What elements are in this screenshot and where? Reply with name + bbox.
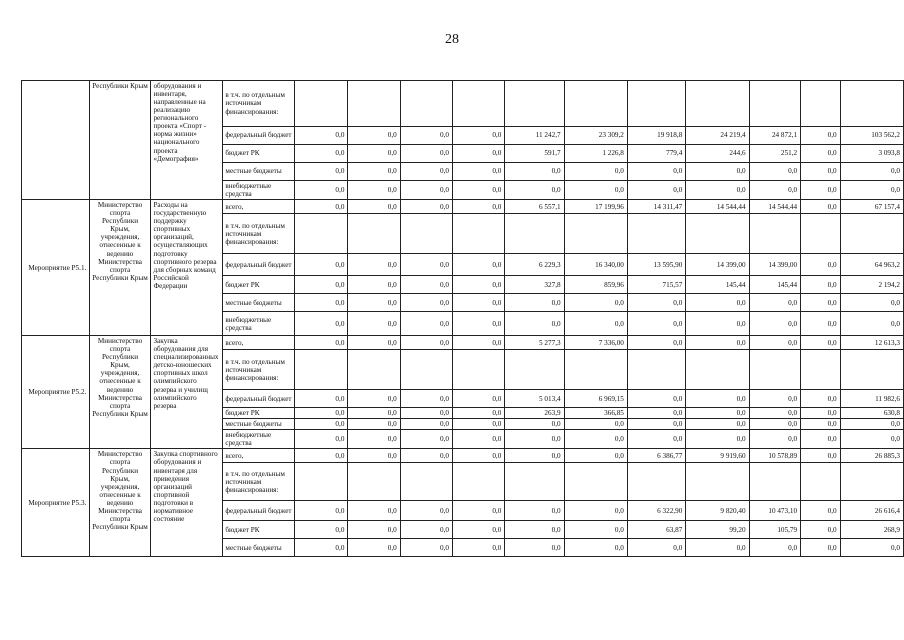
value-cell: 0,0: [400, 539, 452, 557]
source-cell: федеральный бюджет: [223, 254, 295, 276]
value-cell: 0,0: [348, 336, 400, 350]
value-cell: 0,0: [564, 181, 627, 200]
value-cell: [840, 463, 903, 501]
source-cell: бюджет РК: [223, 521, 295, 539]
value-cell: 0,0: [453, 200, 505, 214]
value-cell: 0,0: [348, 501, 400, 521]
value-cell: 0,0: [505, 539, 564, 557]
value-cell: 13 595,90: [627, 254, 685, 276]
value-cell: 251,2: [749, 145, 801, 163]
value-cell: 145,44: [686, 276, 749, 294]
value-cell: 0,0: [453, 276, 505, 294]
value-cell: 0,0: [400, 200, 452, 214]
value-cell: 0,0: [348, 430, 400, 449]
value-cell: 9 919,60: [686, 449, 749, 463]
value-cell: [686, 81, 749, 127]
source-cell: местные бюджеты: [223, 294, 295, 312]
value-cell: 0,0: [400, 163, 452, 181]
value-cell: 0,0: [400, 521, 452, 539]
value-cell: 0,0: [840, 163, 903, 181]
budget-table: [21, 80, 904, 557]
value-cell: 0,0: [505, 163, 564, 181]
value-cell: [400, 350, 452, 390]
value-cell: 0,0: [627, 294, 685, 312]
value-cell: 0,0: [348, 254, 400, 276]
source-cell: в т.ч. по отдельным источникам финансирования:: [223, 350, 295, 390]
event-cell: Мероприятие Р5.1.: [22, 200, 90, 336]
value-cell: 99,20: [686, 521, 749, 539]
value-cell: 63,87: [627, 521, 685, 539]
value-cell: 14 399,00: [686, 254, 749, 276]
value-cell: [453, 350, 505, 390]
value-cell: 779,4: [627, 145, 685, 163]
value-cell: 0,0: [801, 521, 841, 539]
value-cell: [627, 214, 685, 254]
value-cell: 0,0: [400, 336, 452, 350]
value-cell: 263,9: [505, 408, 564, 419]
value-cell: 11 982,6: [840, 390, 903, 408]
value-cell: 5 013,4: [505, 390, 564, 408]
value-cell: 6 969,15: [564, 390, 627, 408]
source-cell: федеральный бюджет: [223, 390, 295, 408]
source-cell: федеральный бюджет: [223, 501, 295, 521]
source-cell: федеральный бюджет: [223, 127, 295, 145]
value-cell: 0,0: [295, 390, 348, 408]
value-cell: 630,8: [840, 408, 903, 419]
description-cell: Закупка оборудования для специализированных детско-юношеских спортивных школ олимпийского резерва и училищ олимпийского резерва: [151, 336, 223, 449]
value-cell: 0,0: [453, 501, 505, 521]
value-cell: 0,0: [801, 501, 841, 521]
value-cell: 0,0: [627, 430, 685, 449]
value-cell: 0,0: [749, 539, 801, 557]
value-cell: 14 399,00: [749, 254, 801, 276]
value-cell: [348, 214, 400, 254]
value-cell: 0,0: [453, 408, 505, 419]
value-cell: 0,0: [749, 390, 801, 408]
executor-cell: Министерство спорта Республики Крым, учреждения, отнесенные к ведению Министерства спорта Республики Крым: [89, 200, 151, 336]
value-cell: 0,0: [453, 449, 505, 463]
value-cell: [505, 463, 564, 501]
value-cell: 0,0: [295, 312, 348, 336]
value-cell: 6 322,90: [627, 501, 685, 521]
value-cell: 0,0: [453, 127, 505, 145]
value-cell: 0,0: [348, 390, 400, 408]
source-cell: в т.ч. по отдельным источникам финансирования:: [223, 214, 295, 254]
value-cell: 0,0: [453, 419, 505, 430]
value-cell: [400, 214, 452, 254]
value-cell: 0,0: [295, 449, 348, 463]
value-cell: 0,0: [801, 539, 841, 557]
value-cell: 0,0: [840, 294, 903, 312]
value-cell: 591,7: [505, 145, 564, 163]
value-cell: [400, 463, 452, 501]
value-cell: 0,0: [453, 430, 505, 449]
value-cell: 0,0: [801, 449, 841, 463]
value-cell: [840, 214, 903, 254]
value-cell: 0,0: [400, 127, 452, 145]
table-row: [22, 449, 904, 463]
table-row: [22, 81, 904, 127]
source-cell: бюджет РК: [223, 408, 295, 419]
value-cell: 0,0: [400, 276, 452, 294]
value-cell: 0,0: [505, 501, 564, 521]
value-cell: 0,0: [348, 127, 400, 145]
value-cell: 6 229,3: [505, 254, 564, 276]
value-cell: 0,0: [564, 430, 627, 449]
value-cell: 0,0: [348, 276, 400, 294]
value-cell: 0,0: [686, 419, 749, 430]
value-cell: 0,0: [348, 419, 400, 430]
value-cell: 16 340,00: [564, 254, 627, 276]
executor-cell: Республики Крым: [89, 81, 151, 200]
value-cell: 0,0: [840, 539, 903, 557]
value-cell: 0,0: [453, 336, 505, 350]
value-cell: [840, 350, 903, 390]
table-row: [22, 200, 904, 214]
value-cell: [749, 214, 801, 254]
value-cell: 0,0: [348, 449, 400, 463]
value-cell: 0,0: [295, 336, 348, 350]
value-cell: [686, 350, 749, 390]
value-cell: 715,57: [627, 276, 685, 294]
value-cell: 0,0: [453, 181, 505, 200]
value-cell: 0,0: [505, 181, 564, 200]
value-cell: 9 820,40: [686, 501, 749, 521]
value-cell: 0,0: [348, 539, 400, 557]
executor-cell: Министерство спорта Республики Крым, учреждения, отнесенные к ведению Министерства спорта Республики Крым: [89, 449, 151, 557]
value-cell: [564, 350, 627, 390]
value-cell: 0,0: [453, 145, 505, 163]
value-cell: 0,0: [348, 521, 400, 539]
value-cell: 0,0: [453, 539, 505, 557]
value-cell: [348, 81, 400, 127]
event-cell: [22, 81, 90, 200]
source-cell: в т.ч. по отдельным источникам финансирования:: [223, 463, 295, 501]
page-number: 28: [445, 32, 459, 47]
value-cell: 0,0: [400, 430, 452, 449]
value-cell: 0,0: [840, 181, 903, 200]
value-cell: 0,0: [295, 521, 348, 539]
source-cell: внебюджетные средства: [223, 181, 295, 200]
value-cell: 0,0: [348, 312, 400, 336]
value-cell: 0,0: [749, 430, 801, 449]
source-cell: бюджет РК: [223, 145, 295, 163]
value-cell: 0,0: [295, 254, 348, 276]
value-cell: 0,0: [801, 430, 841, 449]
value-cell: 0,0: [400, 254, 452, 276]
value-cell: 366,85: [564, 408, 627, 419]
value-cell: 327,8: [505, 276, 564, 294]
value-cell: 23 309,2: [564, 127, 627, 145]
value-cell: [453, 214, 505, 254]
source-cell: местные бюджеты: [223, 539, 295, 557]
executor-cell: Министерство спорта Республики Крым, учреждения, отнесенные к ведению Министерства спорта Республики Крым: [89, 336, 151, 449]
value-cell: 67 157,4: [840, 200, 903, 214]
value-cell: [749, 81, 801, 127]
source-cell: бюджет РК: [223, 276, 295, 294]
value-cell: 0,0: [564, 312, 627, 336]
value-cell: 0,0: [564, 449, 627, 463]
value-cell: 0,0: [801, 408, 841, 419]
value-cell: 26 885,3: [840, 449, 903, 463]
value-cell: [801, 81, 841, 127]
value-cell: [564, 81, 627, 127]
value-cell: 0,0: [453, 254, 505, 276]
value-cell: [564, 463, 627, 501]
value-cell: 0,0: [295, 181, 348, 200]
source-cell: всего,: [223, 449, 295, 463]
value-cell: 0,0: [348, 408, 400, 419]
value-cell: 0,0: [840, 430, 903, 449]
value-cell: 0,0: [453, 163, 505, 181]
value-cell: 5 277,3: [505, 336, 564, 350]
value-cell: [295, 463, 348, 501]
value-cell: 14 311,47: [627, 200, 685, 214]
value-cell: 0,0: [686, 430, 749, 449]
value-cell: [627, 463, 685, 501]
value-cell: 0,0: [627, 163, 685, 181]
value-cell: 0,0: [400, 294, 452, 312]
value-cell: 0,0: [627, 539, 685, 557]
value-cell: 105,79: [749, 521, 801, 539]
value-cell: [453, 81, 505, 127]
value-cell: 0,0: [348, 181, 400, 200]
source-cell: внебюджетные средства: [223, 312, 295, 336]
value-cell: 19 918,8: [627, 127, 685, 145]
value-cell: 0,0: [295, 294, 348, 312]
value-cell: 0,0: [801, 419, 841, 430]
value-cell: 0,0: [564, 163, 627, 181]
value-cell: 0,0: [801, 145, 841, 163]
value-cell: 0,0: [564, 521, 627, 539]
value-cell: 0,0: [840, 419, 903, 430]
value-cell: 0,0: [400, 419, 452, 430]
value-cell: 0,0: [505, 449, 564, 463]
value-cell: 0,0: [295, 145, 348, 163]
value-cell: 0,0: [295, 127, 348, 145]
value-cell: 0,0: [400, 145, 452, 163]
value-cell: 859,96: [564, 276, 627, 294]
value-cell: 0,0: [686, 294, 749, 312]
source-cell: в т.ч. по отдельным источникам финансирования:: [223, 81, 295, 127]
value-cell: 0,0: [749, 336, 801, 350]
value-cell: 1 226,8: [564, 145, 627, 163]
value-cell: [348, 350, 400, 390]
value-cell: 0,0: [686, 408, 749, 419]
value-cell: 0,0: [400, 390, 452, 408]
value-cell: [801, 350, 841, 390]
value-cell: 14 544,44: [749, 200, 801, 214]
source-cell: внебюджетные средства: [223, 430, 295, 449]
value-cell: 103 562,2: [840, 127, 903, 145]
value-cell: 11 242,7: [505, 127, 564, 145]
value-cell: 0,0: [627, 408, 685, 419]
value-cell: 0,0: [686, 336, 749, 350]
value-cell: 3 093,8: [840, 145, 903, 163]
value-cell: 6 386,77: [627, 449, 685, 463]
value-cell: [348, 463, 400, 501]
value-cell: 0,0: [627, 390, 685, 408]
value-cell: 0,0: [801, 390, 841, 408]
description-cell: Расходы на государственную поддержку спортивных организаций, осуществляющих подготовку спортивного резерва для сборных команд Российской Федерации: [151, 200, 223, 336]
value-cell: 0,0: [400, 449, 452, 463]
value-cell: 0,0: [295, 430, 348, 449]
value-cell: [505, 214, 564, 254]
value-cell: 24 872,1: [749, 127, 801, 145]
source-cell: всего,: [223, 336, 295, 350]
value-cell: 0,0: [801, 336, 841, 350]
value-cell: 244,6: [686, 145, 749, 163]
value-cell: 0,0: [400, 501, 452, 521]
value-cell: 268,9: [840, 521, 903, 539]
value-cell: 0,0: [801, 163, 841, 181]
event-cell: Мероприятие Р5.2.: [22, 336, 90, 449]
value-cell: 0,0: [400, 312, 452, 336]
value-cell: 0,0: [801, 254, 841, 276]
value-cell: 0,0: [295, 501, 348, 521]
value-cell: 0,0: [749, 163, 801, 181]
value-cell: [295, 214, 348, 254]
value-cell: 0,0: [453, 294, 505, 312]
value-cell: 0,0: [295, 419, 348, 430]
value-cell: 26 616,4: [840, 501, 903, 521]
value-cell: 0,0: [564, 294, 627, 312]
value-cell: [564, 214, 627, 254]
description-cell: оборудования и инвентаря, направленные на реализацию регионального проекта «Спорт - норма жизни» национального проекта «Демография»: [151, 81, 223, 200]
value-cell: 145,44: [749, 276, 801, 294]
value-cell: 0,0: [505, 294, 564, 312]
value-cell: 14 544,44: [686, 200, 749, 214]
value-cell: 0,0: [295, 200, 348, 214]
value-cell: [686, 214, 749, 254]
value-cell: [627, 81, 685, 127]
value-cell: 0,0: [348, 294, 400, 312]
value-cell: 0,0: [686, 181, 749, 200]
source-cell: всего,: [223, 200, 295, 214]
value-cell: [295, 81, 348, 127]
value-cell: 0,0: [749, 408, 801, 419]
value-cell: 0,0: [564, 539, 627, 557]
value-cell: [749, 463, 801, 501]
value-cell: 0,0: [627, 181, 685, 200]
value-cell: 0,0: [840, 312, 903, 336]
value-cell: 0,0: [627, 312, 685, 336]
value-cell: [749, 350, 801, 390]
value-cell: 10 578,89: [749, 449, 801, 463]
table-row: [22, 336, 904, 350]
value-cell: 0,0: [627, 419, 685, 430]
value-cell: 0,0: [749, 294, 801, 312]
value-cell: 12 613,3: [840, 336, 903, 350]
value-cell: [400, 81, 452, 127]
value-cell: 0,0: [627, 336, 685, 350]
value-cell: 0,0: [801, 127, 841, 145]
value-cell: 0,0: [505, 419, 564, 430]
value-cell: 2 194,2: [840, 276, 903, 294]
value-cell: [840, 81, 903, 127]
value-cell: 0,0: [564, 501, 627, 521]
value-cell: 0,0: [453, 521, 505, 539]
value-cell: [453, 463, 505, 501]
value-cell: 6 557,1: [505, 200, 564, 214]
source-cell: местные бюджеты: [223, 163, 295, 181]
value-cell: 0,0: [686, 390, 749, 408]
value-cell: 0,0: [749, 181, 801, 200]
value-cell: 0,0: [801, 294, 841, 312]
value-cell: 17 199,96: [564, 200, 627, 214]
value-cell: [627, 350, 685, 390]
event-cell: Мероприятие Р5.3.: [22, 449, 90, 557]
value-cell: 0,0: [801, 312, 841, 336]
source-cell: местные бюджеты: [223, 419, 295, 430]
value-cell: 0,0: [400, 408, 452, 419]
value-cell: 0,0: [400, 181, 452, 200]
value-cell: 0,0: [453, 390, 505, 408]
value-cell: 0,0: [348, 163, 400, 181]
value-cell: 0,0: [564, 419, 627, 430]
value-cell: 0,0: [801, 276, 841, 294]
value-cell: 24 219,4: [686, 127, 749, 145]
value-cell: 10 473,10: [749, 501, 801, 521]
value-cell: 0,0: [686, 163, 749, 181]
value-cell: [686, 463, 749, 501]
value-cell: [801, 463, 841, 501]
value-cell: 0,0: [749, 312, 801, 336]
value-cell: 0,0: [295, 408, 348, 419]
value-cell: 0,0: [295, 276, 348, 294]
value-cell: 0,0: [505, 312, 564, 336]
value-cell: 0,0: [801, 181, 841, 200]
value-cell: 0,0: [453, 312, 505, 336]
description-cell: Закупка спортивного оборудования и инвентаря для приведения организаций спортивной подготовки в нормативное состояние: [151, 449, 223, 557]
value-cell: 0,0: [295, 163, 348, 181]
value-cell: [295, 350, 348, 390]
value-cell: 0,0: [686, 539, 749, 557]
value-cell: 0,0: [749, 419, 801, 430]
value-cell: 7 336,00: [564, 336, 627, 350]
value-cell: 0,0: [348, 200, 400, 214]
value-cell: 0,0: [295, 539, 348, 557]
value-cell: [505, 81, 564, 127]
value-cell: 0,0: [801, 200, 841, 214]
value-cell: [505, 350, 564, 390]
value-cell: 0,0: [505, 430, 564, 449]
value-cell: 64 963,2: [840, 254, 903, 276]
value-cell: 0,0: [348, 145, 400, 163]
value-cell: 0,0: [686, 312, 749, 336]
value-cell: 0,0: [505, 521, 564, 539]
value-cell: [801, 214, 841, 254]
